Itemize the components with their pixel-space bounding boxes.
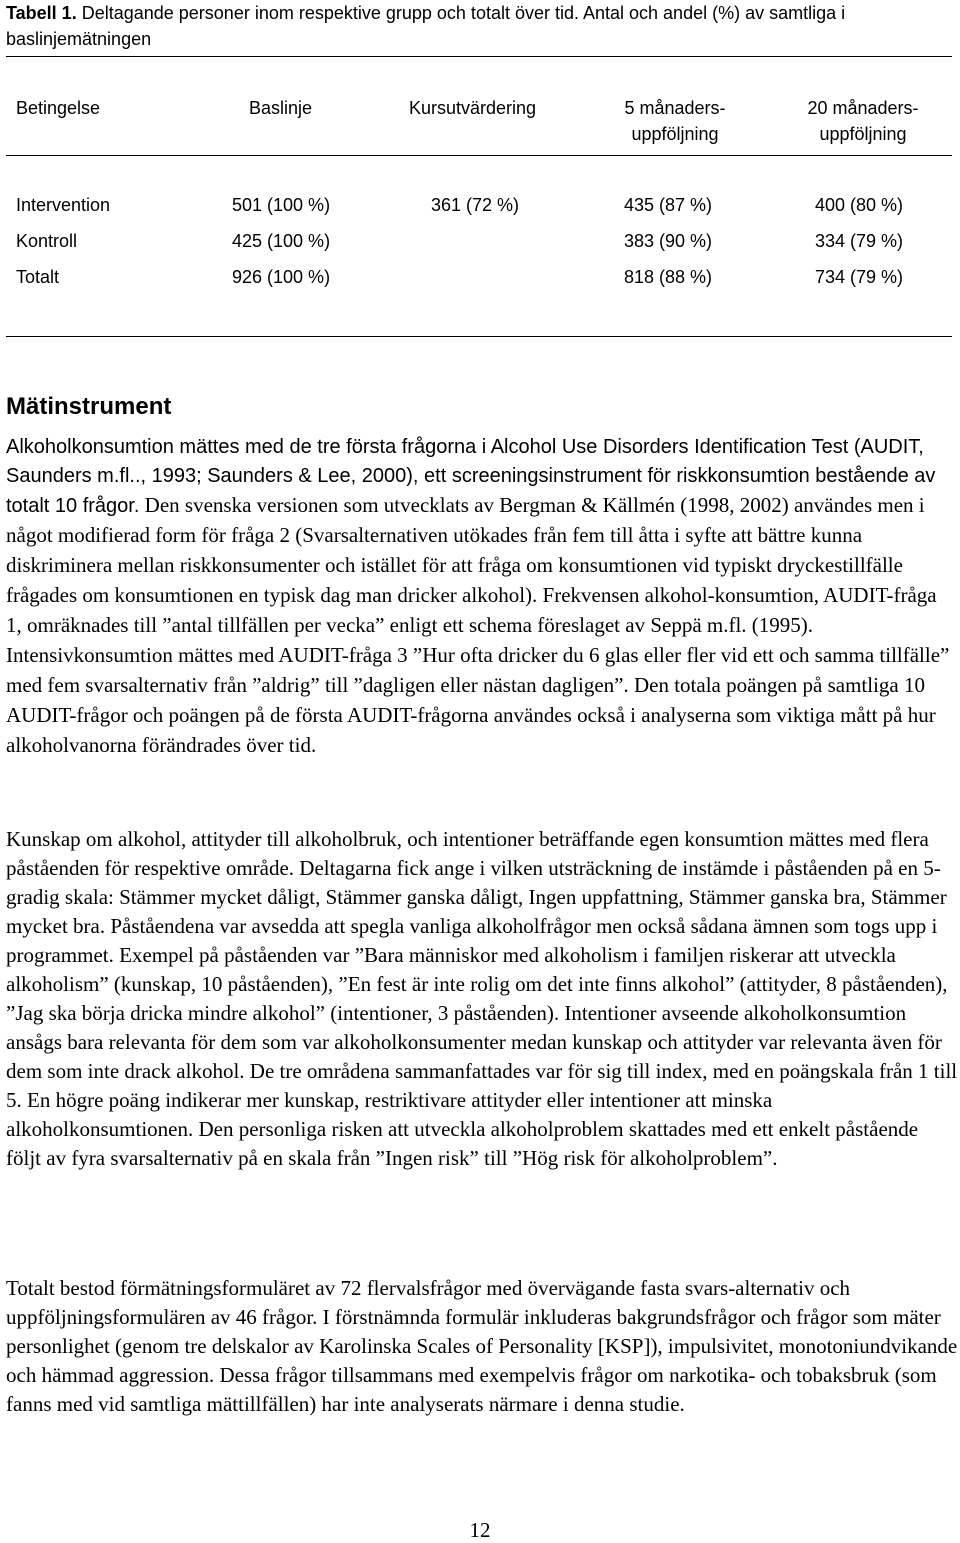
paragraph-knowledge: Kunskap om alkohol, attityder till alkoholbruk, och intentioner beträffande egen konsumtion mättes med flera påståenden för respektive område. Deltagarna fick ange i vilken utsträckning de instämde i påståenden på en 5-gradig skala: Stämmer mycket dåligt, Stämmer ganska dåligt, Ingen uppfattning, Stämmer ganska bra, Stämmer mycket bra. Påståendena var avsedda att spegla vanliga alkoholfrågor men också sådana ämnen som togs upp i programmet. Exempel på påståenden var ”Bara människor med alkoholism i familjen riskerar att utveckla alkoholism” (kunskap, 10 påståenden), ”En fest är inte rolig om det inte finns alkohol” (attityder, 8 påståenden), ”Jag ska börja dricka mindre alkohol” (intentioner, 3 påståenden). Intentioner avseende alkoholkonsumtion ansågs bara relevanta för dem som var alkoholkonsumenter medan kunskap och attityder var relevanta även för dem som inte drack alkohol. De tre områdena sammanfattades var för sig till index, med en poängskala från 1 till 5. En högre poäng indikerar mer kunskap, restriktivare attityder eller intentioner att minska alkoholkonsumtionen. Den personliga risken att utveckla alkoholproblem skattades med ett enkelt påstående följt av fyra svarsalternativ på en skala från ”Ingen risk” till ”Hög risk för alkoholproblem”.: [6, 827, 958, 1170]
table-bottom-rule: [6, 336, 952, 337]
row-label: Intervention: [16, 195, 111, 215]
paragraph-questionnaire: Totalt bestod förmätningsformuläret av 72 flervalsfrågor med övervägande fasta svars-alternativ och uppföljningsformulären av 46 frågor. I förstnämnda formulär inkluderas bakgrundsfrågor och frågor som mäter personlighet (genom tre delskalor av Karolinska Scales of Personality [KSP]), impulsivitet, monotoniundvikande och hämmad aggression. Dessa frågor tillsammans med exempelvis frågor om narkotika- och tobaksbruk (som fanns med vid samtliga mättillfällen) har inte analyserats närmare i denna studie.: [6, 1276, 958, 1416]
table-caption-text: Deltagande personer inom respektive grupp och totalt över tid. Antal och andel (%) av samtliga i baslinjemätningen: [6, 3, 846, 49]
paragraph-audit: [6, 433, 956, 761]
cell-followup-20: 400 (80 %): [815, 195, 904, 215]
table-top-rule: [6, 56, 952, 57]
cell-followup-5: 435 (87 %): [624, 195, 713, 215]
table-header-rule: [6, 155, 952, 156]
header-baseline: Baslinje: [249, 98, 313, 118]
header-followup-5-line2: uppföljning: [631, 124, 719, 144]
cell-followup-20: 734 (79 %): [815, 267, 904, 287]
paragraph-audit-intro: Alkoholkonsumtion mättes med de tre första frågorna i Alcohol Use Disorders Identification Test (AUDIT, Saunders m.fl.., 1993; Saunders & Lee, 2000), ett screeningsinstrument för riskkonsumtion bestående av totalt 10 frågor.: [6, 436, 936, 517]
header-followup-5: [600, 95, 750, 147]
cell-baseline: 425 (100 %): [232, 231, 331, 251]
cell-baseline: 501 (100 %): [232, 195, 331, 215]
cell-followup-5: 383 (90 %): [624, 231, 713, 251]
header-followup-20-line2: uppföljning: [819, 124, 907, 144]
header-followup-20: [788, 95, 938, 147]
paragraph-audit-body: Den svenska versionen som utvecklats av Bergman & Källmén (1998, 2002) användes men i något modifierad form för fråga 2 (Svarsalternativen utökades från fem till åtta i syfte att bättre kunna diskriminera mellan riskkonsumenter och istället för att fråga om konsumtionen vid typiskt dryckestillfälle frågades om konsumtionen en typisk dag man dricker alkohol). Frekvensen alkohol-konsumtion, AUDIT-fråga 1, omräknades till ”antal tillfällen per vecka” enligt ett schema föreslaget av Seppä m.fl. (1995). Intensivkonsumtion mättes med AUDIT-fråga 3 ”Hur ofta dricker du 6 glas eller fler vid ett och samma tillfälle” med fem svarsalternativ från ”aldrig” till ”dagligen eller nästan dagligen”. Den totala poängen på samtliga 10 AUDIT-frågor och poängen på de första AUDIT-frågorna användes också i analyserna som viktiga mått på hur alkoholvanorna förändrades över tid.: [6, 493, 950, 757]
header-condition: Betingelse: [16, 98, 101, 118]
cell-baseline: 926 (100 %): [232, 267, 331, 287]
section-title: Mätinstrument: [6, 393, 172, 420]
header-followup-5-line1: 5 månaders-: [624, 98, 726, 118]
cell-followup-5: 818 (88 %): [624, 267, 713, 287]
table-caption: [6, 0, 956, 52]
header-course-eval: Kursutvärdering: [409, 98, 537, 118]
row-label: Kontroll: [16, 231, 78, 251]
cell-followup-20: 334 (79 %): [815, 231, 904, 251]
table-caption-label: Tabell 1.: [6, 3, 77, 23]
cell-course-eval: 361 (72 %): [431, 195, 520, 215]
header-followup-20-line1: 20 månaders-: [807, 98, 919, 118]
row-label: Totalt: [16, 267, 60, 287]
page-number: 12: [469, 1518, 491, 1542]
